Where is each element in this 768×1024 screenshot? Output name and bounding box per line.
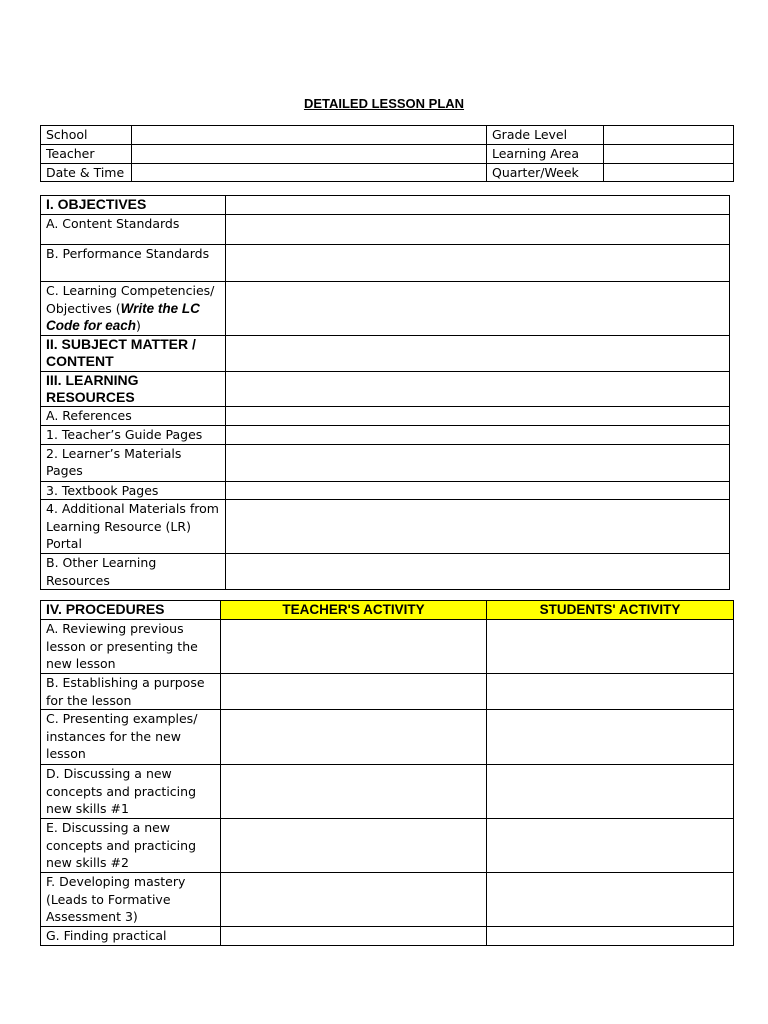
students-activity-cell[interactable] (487, 927, 734, 946)
teacher-activity-cell[interactable] (221, 927, 487, 946)
procedure-row-label: B. Establishing a purpose for the lesson (41, 674, 221, 710)
students-activity-cell[interactable] (487, 765, 734, 819)
learning-competencies-label (41, 282, 226, 336)
references-label: A. References (41, 407, 226, 426)
textbook-pages-value-cell[interactable] (226, 481, 730, 500)
procedures-header: IV. PROCEDURES (41, 601, 221, 620)
teachers-guide-value-cell[interactable] (226, 426, 730, 445)
teacher-activity-cell[interactable] (221, 873, 487, 927)
procedure-row-label: G. Finding practical (41, 927, 221, 946)
school-label: School (41, 126, 132, 145)
teacher-activity-cell[interactable] (221, 710, 487, 765)
additional-materials-label: 4. Additional Materials from Learning Resource (LR) Portal (41, 500, 226, 554)
procedure-row-label: F. Developing mastery (Leads to Formative Assessment 3) (41, 873, 221, 927)
grade-level-label: Grade Level (487, 126, 604, 145)
procedure-row-label: D. Discussing a new concepts and practicing new skills #1 (41, 765, 221, 819)
teacher-activity-cell[interactable] (221, 765, 487, 819)
learners-materials-label: 2. Learner’s Materials Pages (41, 444, 226, 481)
students-activity-cell[interactable] (487, 674, 734, 710)
grade-level-value-cell[interactable] (604, 126, 734, 145)
lc-suffix: ) (136, 318, 141, 333)
document-title: DETAILED LESSON PLAN (303, 96, 465, 111)
content-standards-label: A. Content Standards (41, 215, 226, 245)
objectives-header: I. OBJECTIVES (41, 196, 226, 215)
objectives-value-cell[interactable] (226, 196, 730, 215)
procedure-row-label: A. Reviewing previous lesson or presenting the new lesson (41, 620, 221, 674)
students-activity-cell[interactable] (487, 620, 734, 674)
teacher-activity-cell[interactable] (221, 819, 487, 873)
students-activity-cell[interactable] (487, 873, 734, 927)
learning-area-label: Learning Area (487, 144, 604, 163)
students-activity-cell[interactable] (487, 710, 734, 765)
students-activity-cell[interactable] (487, 819, 734, 873)
teacher-label: Teacher (41, 144, 132, 163)
teacher-value-cell[interactable] (132, 144, 487, 163)
header-info-table (40, 125, 734, 182)
teacher-activity-cell[interactable] (221, 620, 487, 674)
procedures-table (40, 600, 734, 946)
teachers-guide-label: 1. Teacher’s Guide Pages (41, 426, 226, 445)
procedure-row-label: E. Discussing a new concepts and practicing new skills #2 (41, 819, 221, 873)
additional-materials-value-cell[interactable] (226, 500, 730, 554)
textbook-pages-label: 3. Textbook Pages (41, 481, 226, 500)
learning-resources-header: III. LEARNING RESOURCES (41, 372, 226, 407)
subject-matter-header: II. SUBJECT MATTER / CONTENT (41, 336, 226, 372)
subject-matter-value-cell[interactable] (226, 336, 730, 372)
school-value-cell[interactable] (132, 126, 487, 145)
learning-area-value-cell[interactable] (604, 144, 734, 163)
objectives-table (40, 195, 730, 590)
learners-materials-value-cell[interactable] (226, 444, 730, 481)
date-time-value-cell[interactable] (132, 163, 487, 182)
procedure-row-label: C. Presenting examples/ instances for the new lesson (41, 710, 221, 765)
other-resources-label: B. Other Learning Resources (41, 554, 226, 590)
date-time-label: Date & Time (41, 163, 132, 182)
teacher-activity-header: TEACHER'S ACTIVITY (221, 601, 487, 620)
performance-standards-label: B. Performance Standards (41, 245, 226, 282)
learning-resources-value-cell[interactable] (226, 372, 730, 407)
quarter-week-label: Quarter/Week (487, 163, 604, 182)
performance-standards-value-cell[interactable] (226, 245, 730, 282)
teacher-activity-cell[interactable] (221, 674, 487, 710)
other-resources-value-cell[interactable] (226, 554, 730, 590)
learning-competencies-value-cell[interactable] (226, 282, 730, 336)
references-value-cell[interactable] (226, 407, 730, 426)
students-activity-header: STUDENTS' ACTIVITY (487, 601, 734, 620)
lc-prefix: C. Learning Competencies/ Objectives ( (46, 283, 215, 316)
content-standards-value-cell[interactable] (226, 215, 730, 245)
lc-code-emphasis: Write the LC Code for each (46, 300, 200, 333)
quarter-week-value-cell[interactable] (604, 163, 734, 182)
